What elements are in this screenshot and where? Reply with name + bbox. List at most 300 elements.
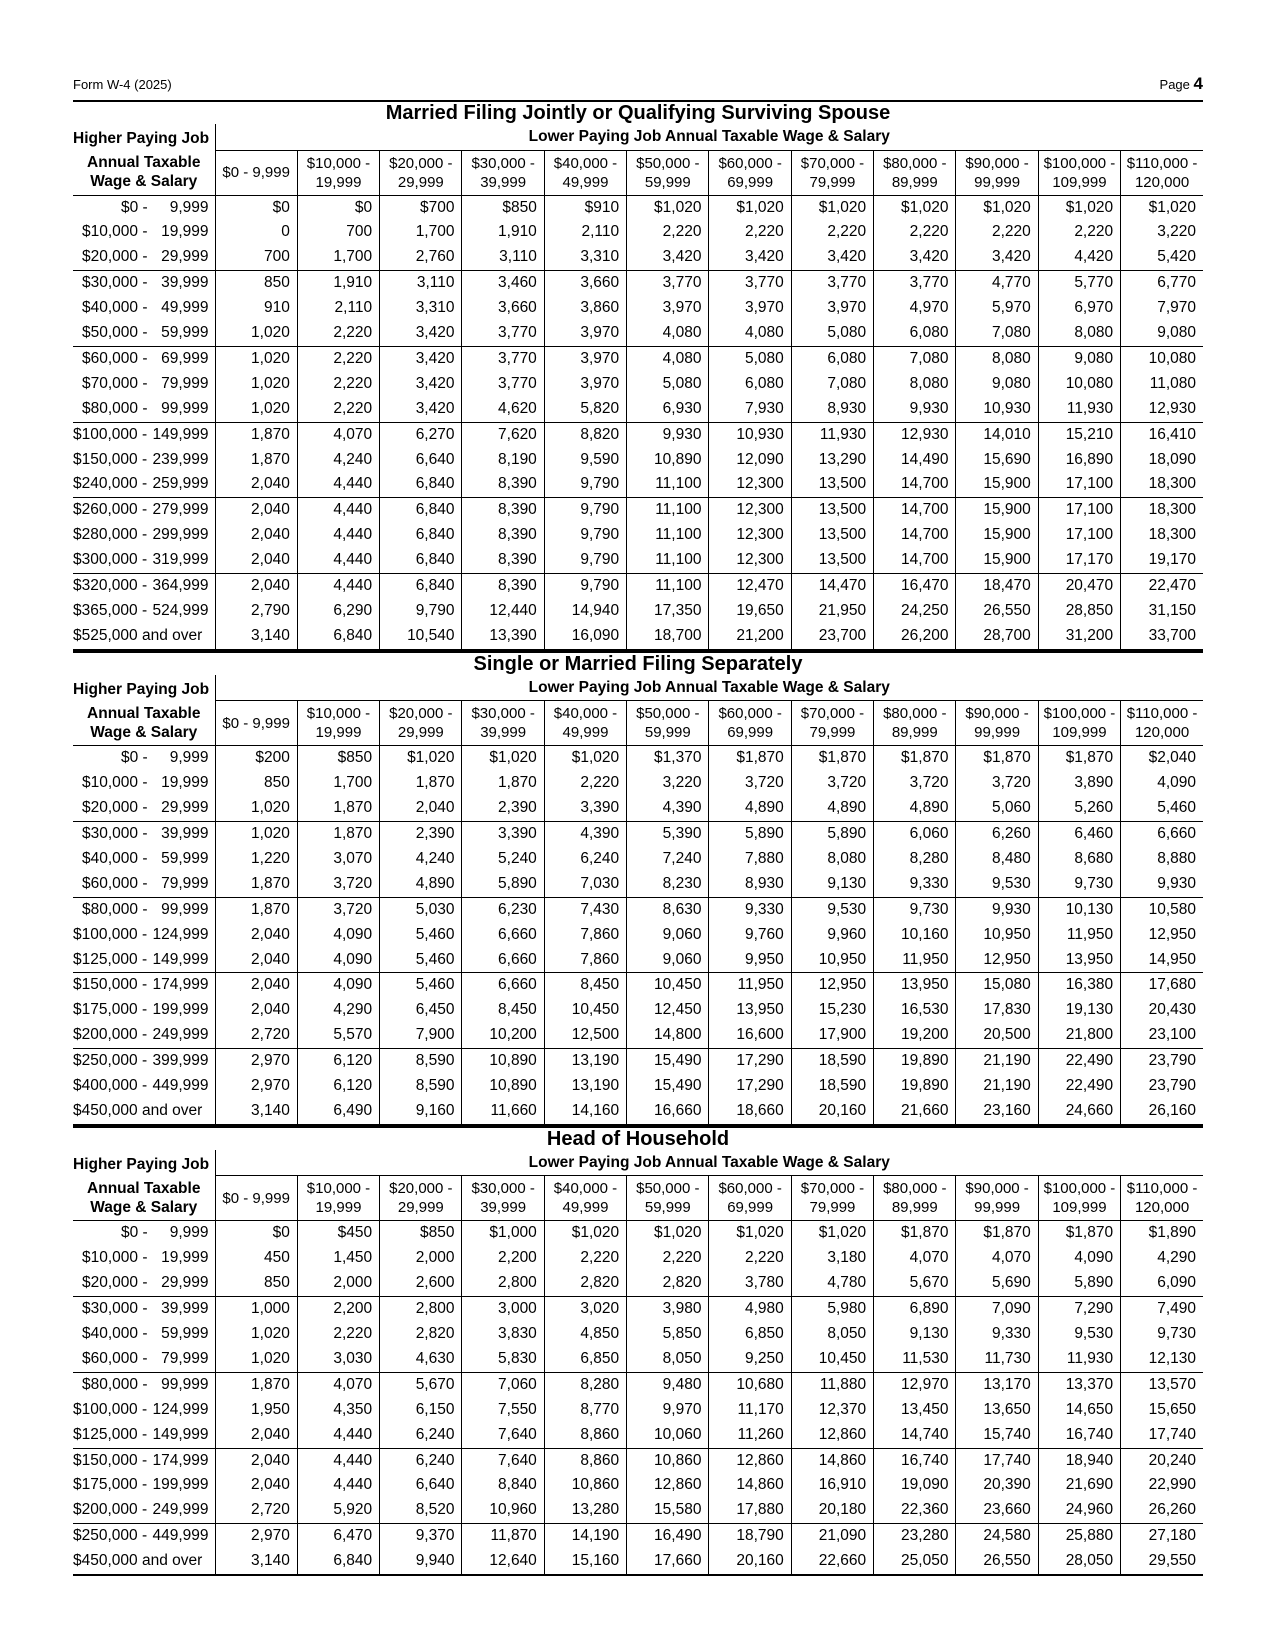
table-cell: 3,220 (1121, 220, 1203, 245)
table-cell: 4,440 (297, 574, 379, 599)
table-cell: 13,650 (956, 1398, 1038, 1423)
table-cell: 6,890 (874, 1297, 956, 1322)
table-cell: 4,290 (1121, 1246, 1203, 1271)
column-header: $80,000 - 89,999 (874, 1176, 956, 1221)
table-row (73, 1347, 1203, 1372)
table-cell: $1,020 (1121, 195, 1203, 220)
table-cell: 6,660 (462, 973, 544, 998)
table-cell: 3,720 (297, 897, 379, 922)
table-cell: 8,390 (462, 498, 544, 523)
row-label (73, 1473, 215, 1498)
row-label-to: 449,999 (152, 1527, 209, 1545)
table-cell: 3,420 (380, 372, 462, 397)
table-cell: 2,820 (627, 1271, 709, 1296)
table-cell: 13,290 (791, 448, 873, 473)
table-cell: 11,950 (709, 973, 791, 998)
table-cell: 21,190 (956, 1049, 1038, 1074)
section-title: Married Filing Jointly or Qualifying Surviving Spouse (385, 102, 891, 124)
row-label-from: $365,000 - (73, 602, 148, 619)
table-cell: 6,450 (380, 998, 462, 1023)
table-cell: 9,730 (874, 897, 956, 922)
table-cell: 15,900 (956, 498, 1038, 523)
table-cell: 3,110 (380, 271, 462, 296)
table-cell: 2,220 (709, 1246, 791, 1271)
table-cell: 10,080 (1121, 346, 1203, 371)
table-cell: 12,090 (709, 448, 791, 473)
table-cell: 12,450 (627, 998, 709, 1023)
table-cell: 8,280 (544, 1372, 626, 1397)
table-cell: 10,930 (709, 422, 791, 447)
table-cell: 2,720 (215, 1023, 297, 1048)
table-cell: 2,040 (215, 1473, 297, 1498)
table-cell: 12,930 (874, 422, 956, 447)
table-cell: 4,070 (874, 1246, 956, 1271)
table-cell: 4,440 (297, 548, 379, 573)
table-cell: 2,220 (297, 1322, 379, 1347)
table-cell: 17,100 (1038, 472, 1120, 497)
table-cell: 15,900 (956, 472, 1038, 497)
section-title: Head of Household (546, 1127, 730, 1150)
column-header: $10,000 - 19,999 (297, 1176, 379, 1221)
table-cell: 4,090 (297, 973, 379, 998)
table-cell: 4,440 (297, 472, 379, 497)
table-cell: 1,020 (215, 397, 297, 422)
lower-paying-job-label: Lower Paying Job Annual Taxable Wage & Salary (215, 675, 1203, 701)
table-cell: 20,390 (956, 1473, 1038, 1498)
table-cell: 12,300 (709, 472, 791, 497)
table-cell: 15,580 (627, 1498, 709, 1523)
row-label-from: $320,000 - (73, 577, 148, 595)
table-cell: 4,070 (956, 1246, 1038, 1271)
table-cell: 9,080 (956, 372, 1038, 397)
table-cell: 23,700 (791, 624, 873, 650)
table-cell: $1,000 (462, 1221, 544, 1246)
table-cell: 14,160 (544, 1099, 626, 1125)
table-cell: 2,040 (215, 923, 297, 948)
row-label-from: $50,000 - (82, 324, 148, 342)
table-cell: 2,790 (215, 599, 297, 624)
table-cell: 11,870 (462, 1524, 544, 1549)
table-cell: 3,310 (544, 245, 626, 270)
table-cell: 13,500 (791, 548, 873, 573)
table-cell: 17,680 (1121, 973, 1203, 998)
table-cell: 4,390 (627, 796, 709, 821)
row-label-to: 199,999 (152, 1001, 209, 1019)
table-cell: 2,220 (791, 220, 873, 245)
table-cell: 3,970 (709, 296, 791, 321)
row-label-from: $100,000 - (73, 1400, 148, 1418)
row-label-to: 174,999 (152, 976, 209, 994)
row-label-to: 259,999 (152, 475, 209, 493)
row-label (73, 1271, 215, 1296)
table-cell: 14,650 (1038, 1398, 1120, 1423)
table-cell: 11,080 (1121, 372, 1203, 397)
table-row (73, 1423, 1203, 1448)
row-label (73, 1524, 215, 1549)
table-cell: 8,230 (627, 872, 709, 897)
table-cell: 14,940 (544, 599, 626, 624)
table-cell: 9,060 (627, 948, 709, 973)
row-label-from: $450,000 and over (73, 1552, 203, 1570)
table-cell: 13,450 (874, 1398, 956, 1423)
table-row (73, 472, 1203, 497)
table-cell: 3,420 (791, 245, 873, 270)
row-label-to: 69,999 (161, 349, 209, 367)
table-cell: 2,040 (215, 1448, 297, 1473)
table-cell: 9,790 (544, 498, 626, 523)
table-cell: 6,120 (297, 1049, 379, 1074)
row-label-from: $250,000 - (73, 1527, 148, 1545)
table-cell: 2,040 (215, 1423, 297, 1448)
table-cell: $1,870 (1038, 1221, 1120, 1246)
column-header: $60,000 - 69,999 (709, 150, 791, 195)
table-cell: 20,160 (791, 1099, 873, 1125)
table-cell: 5,980 (791, 1297, 873, 1322)
row-label-from: $30,000 - (82, 274, 148, 292)
table-cell: 6,660 (462, 923, 544, 948)
column-header: $10,000 - 19,999 (297, 701, 379, 746)
table-cell: 15,900 (956, 523, 1038, 548)
table-cell: $1,020 (380, 746, 462, 771)
table-cell: 8,930 (709, 872, 791, 897)
table-cell: 17,740 (1121, 1423, 1203, 1448)
table-cell: 6,970 (1038, 296, 1120, 321)
table-cell: 2,110 (297, 296, 379, 321)
table-row (73, 1049, 1203, 1074)
table-cell: 3,030 (297, 1347, 379, 1372)
table-cell: 22,490 (1038, 1074, 1120, 1099)
table-cell: 1,020 (215, 346, 297, 371)
row-label-to: 524,999 (152, 602, 209, 619)
row-label-to: 39,999 (161, 825, 209, 843)
table-cell: 10,890 (462, 1049, 544, 1074)
table-cell: 12,500 (544, 1023, 626, 1048)
table-cell: 3,770 (874, 271, 956, 296)
table-cell: 8,840 (462, 1473, 544, 1498)
row-label-to: 279,999 (152, 501, 209, 519)
table-cell: 9,940 (380, 1549, 462, 1575)
table-cell: 12,300 (709, 498, 791, 523)
row-label (73, 599, 215, 624)
row-label-to: 49,999 (161, 299, 209, 317)
table-cell: 1,450 (297, 1246, 379, 1271)
table-cell: 18,590 (791, 1074, 873, 1099)
table-cell: 19,890 (874, 1074, 956, 1099)
table-cell: 6,060 (874, 822, 956, 847)
table-cell: 7,090 (956, 1297, 1038, 1322)
table-row (73, 948, 1203, 973)
higher-paying-job-label: Higher Paying Job (73, 680, 210, 698)
row-label (73, 548, 215, 573)
row-label-to: 399,999 (152, 1052, 209, 1070)
table-cell: $1,020 (709, 195, 791, 220)
table-cell: 26,160 (1121, 1099, 1203, 1125)
table-cell: 19,170 (1121, 548, 1203, 573)
table-cell: 9,530 (1038, 1322, 1120, 1347)
row-label-to: 299,999 (152, 526, 209, 544)
row-label (73, 448, 215, 473)
row-label-from: $100,000 - (73, 925, 148, 943)
table-cell: 11,930 (791, 422, 873, 447)
table-cell: 2,220 (627, 220, 709, 245)
table-cell: $0 (297, 195, 379, 220)
table-cell: 8,880 (1121, 847, 1203, 872)
table-cell: 3,020 (544, 1297, 626, 1322)
row-label (73, 372, 215, 397)
table-cell: 3,890 (1038, 771, 1120, 796)
table-cell: 25,880 (1038, 1524, 1120, 1549)
withholding-table (73, 675, 1203, 1126)
table-cell: 13,280 (544, 1498, 626, 1523)
table-cell: 5,080 (627, 372, 709, 397)
row-label-to: 239,999 (152, 450, 209, 468)
table-cell: 18,590 (791, 1049, 873, 1074)
table-cell: 13,190 (544, 1074, 626, 1099)
table-cell: 22,470 (1121, 574, 1203, 599)
table-cell: 14,490 (874, 448, 956, 473)
table-cell: 8,450 (544, 973, 626, 998)
table-cell: 6,850 (709, 1322, 791, 1347)
table-cell: 9,060 (627, 923, 709, 948)
table-cell: 12,860 (709, 1448, 791, 1473)
column-header: $10,000 - 19,999 (297, 150, 379, 195)
table-cell: 10,080 (1038, 372, 1120, 397)
table-cell: 19,130 (1038, 998, 1120, 1023)
table-cell: 8,480 (956, 847, 1038, 872)
table-cell: 5,420 (1121, 245, 1203, 270)
table-cell: 2,040 (380, 796, 462, 821)
table-cell: 1,870 (215, 897, 297, 922)
table-cell: 1,020 (215, 1347, 297, 1372)
table-cell: 1,870 (215, 872, 297, 897)
table-cell: 7,550 (462, 1398, 544, 1423)
row-label-to: 124,999 (152, 1400, 209, 1418)
table-cell: 11,100 (627, 548, 709, 573)
table-cell: 12,130 (1121, 1347, 1203, 1372)
row-label-from: $60,000 - (82, 874, 148, 892)
table-cell: $1,020 (791, 1221, 873, 1246)
table-cell: 18,470 (956, 574, 1038, 599)
table-cell: 6,460 (1038, 822, 1120, 847)
row-label (73, 422, 215, 447)
table-cell: 7,240 (627, 847, 709, 872)
table-cell: 5,080 (709, 346, 791, 371)
table-cell: 10,160 (874, 923, 956, 948)
table-cell: 10,950 (791, 948, 873, 973)
row-label-to: 59,999 (161, 849, 209, 867)
table-cell: 2,040 (215, 973, 297, 998)
row-label-from: $400,000 - (73, 1077, 148, 1095)
table-cell: 4,080 (627, 321, 709, 346)
table-cell: 8,050 (791, 1322, 873, 1347)
column-header: $0 - 9,999 (215, 150, 297, 195)
table-cell: 21,800 (1038, 1023, 1120, 1048)
table-cell: 9,250 (709, 1347, 791, 1372)
table-cell: 9,790 (544, 548, 626, 573)
table-cell: 3,720 (956, 771, 1038, 796)
table-cell: 23,790 (1121, 1074, 1203, 1099)
table-cell: 1,220 (215, 847, 297, 872)
table-row (73, 998, 1203, 1023)
table-cell: 7,640 (462, 1448, 544, 1473)
row-label-from: $200,000 - (73, 1026, 148, 1044)
table-cell: 6,290 (297, 599, 379, 624)
row-label-from: $80,000 - (82, 900, 148, 918)
table-cell: 5,890 (1038, 1271, 1120, 1296)
row-label-from: $300,000 - (73, 551, 148, 569)
row-label-to: 79,999 (161, 874, 209, 892)
table-cell: 4,350 (297, 1398, 379, 1423)
column-header: $100,000 - 109,999 (1038, 150, 1120, 195)
row-label (73, 1423, 215, 1448)
table-cell: 3,770 (462, 372, 544, 397)
table-cell: 10,680 (709, 1372, 791, 1397)
table-cell: 2,800 (380, 1297, 462, 1322)
row-label-from: $175,000 - (73, 1001, 148, 1019)
table-cell: 8,390 (462, 548, 544, 573)
table-cell: $1,870 (956, 746, 1038, 771)
table-cell: 2,220 (627, 1246, 709, 1271)
table-cell: 11,660 (462, 1099, 544, 1125)
section-title: Single or Married Filing Separately (473, 652, 803, 675)
table-cell: 3,860 (544, 296, 626, 321)
row-label-to: 19,999 (161, 223, 209, 241)
table-cell: 2,200 (462, 1246, 544, 1271)
column-header: $110,000 - 120,000 (1121, 1176, 1203, 1221)
table-cell: 12,950 (791, 973, 873, 998)
table-cell: 9,330 (874, 872, 956, 897)
table-cell: 4,090 (297, 923, 379, 948)
table-cell: 12,300 (709, 523, 791, 548)
table-cell: 8,080 (1038, 321, 1120, 346)
table-cell: 18,660 (709, 1099, 791, 1125)
table-cell: 5,460 (380, 923, 462, 948)
row-label-to: 319,999 (152, 551, 209, 569)
table-cell: $850 (380, 1221, 462, 1246)
table-cell: 850 (215, 271, 297, 296)
table-cell: 3,140 (215, 624, 297, 650)
table-cell: 13,950 (874, 973, 956, 998)
table-cell: 9,960 (791, 923, 873, 948)
table-cell: 11,100 (627, 574, 709, 599)
row-label (73, 624, 215, 650)
table-cell: 4,980 (709, 1297, 791, 1322)
row-label (73, 472, 215, 497)
row-label-from: $20,000 - (82, 1274, 148, 1292)
table-cell: 5,460 (380, 948, 462, 973)
table-cell: 2,390 (462, 796, 544, 821)
table-cell: 7,860 (544, 948, 626, 973)
row-label-to: 99,999 (161, 1375, 209, 1393)
table-cell: 13,950 (1038, 948, 1120, 973)
table-cell: 26,550 (956, 599, 1038, 624)
table-cell: 3,720 (874, 771, 956, 796)
table-cell: 7,080 (874, 346, 956, 371)
table-cell: 2,800 (462, 1271, 544, 1296)
column-header: $0 - 9,999 (215, 701, 297, 746)
table-cell: 7,030 (544, 872, 626, 897)
table-cell: 3,140 (215, 1099, 297, 1125)
table-cell: 4,070 (297, 422, 379, 447)
table-cell: $1,020 (874, 195, 956, 220)
table-cell: 27,180 (1121, 1524, 1203, 1549)
column-header: $70,000 - 79,999 (791, 701, 873, 746)
row-label (73, 574, 215, 599)
table-cell: $1,020 (709, 1221, 791, 1246)
table-cell: 2,200 (297, 1297, 379, 1322)
table-cell: 6,840 (380, 548, 462, 573)
table-cell: 6,840 (297, 624, 379, 650)
table-cell: 3,070 (297, 847, 379, 872)
table-cell: 10,580 (1121, 897, 1203, 922)
table-cell: 4,440 (297, 1473, 379, 1498)
row-label-to: 174,999 (152, 1451, 209, 1469)
table-cell: 10,960 (462, 1498, 544, 1523)
row-label-from: $40,000 - (82, 1325, 148, 1343)
row-label (73, 822, 215, 847)
column-header: $20,000 - 29,999 (380, 701, 462, 746)
table-cell: 4,780 (791, 1271, 873, 1296)
row-label-to: 149,999 (152, 950, 209, 968)
table-cell: 9,790 (544, 523, 626, 548)
table-row (73, 599, 1203, 624)
row-label-from: $280,000 - (73, 526, 148, 544)
row-label (73, 847, 215, 872)
table-cell: 3,970 (544, 372, 626, 397)
row-label-to: 99,999 (161, 399, 209, 417)
table-cell: 15,740 (956, 1423, 1038, 1448)
table-cell: 1,700 (297, 245, 379, 270)
table-cell: 23,160 (956, 1099, 1038, 1125)
table-cell: 9,370 (380, 1524, 462, 1549)
table-cell: 5,460 (380, 973, 462, 998)
table-cell: 3,220 (627, 771, 709, 796)
row-label-to: 149,999 (152, 1425, 209, 1443)
table-cell: 9,080 (1038, 346, 1120, 371)
table-cell: 4,620 (462, 397, 544, 422)
table-cell: 10,930 (956, 397, 1038, 422)
table-cell: 4,420 (1038, 245, 1120, 270)
table-cell: 9,930 (1121, 872, 1203, 897)
table-cell: $700 (380, 195, 462, 220)
row-label-to: 9,999 (169, 1224, 209, 1242)
table-cell: 3,420 (380, 397, 462, 422)
table-cell: 8,390 (462, 523, 544, 548)
table-cell: 7,860 (544, 923, 626, 948)
table-cell: $1,020 (1038, 195, 1120, 220)
table-cell: 9,970 (627, 1398, 709, 1423)
table-cell: 21,660 (874, 1099, 956, 1125)
row-label (73, 1549, 215, 1575)
table-cell: 4,890 (791, 796, 873, 821)
table-cell: 10,450 (627, 973, 709, 998)
column-header: $90,000 - 99,999 (956, 150, 1038, 195)
table-cell: 5,890 (462, 872, 544, 897)
row-label-from: $240,000 - (73, 475, 148, 493)
table-cell: 11,880 (791, 1372, 873, 1397)
table-row (73, 1473, 1203, 1498)
table-cell: 26,260 (1121, 1498, 1203, 1523)
table-cell: $1,020 (544, 746, 626, 771)
table-cell: 4,440 (297, 523, 379, 548)
row-label-to: 29,999 (161, 799, 209, 817)
table-cell: 16,530 (874, 998, 956, 1023)
table-cell: 3,140 (215, 1549, 297, 1575)
table-cell: 18,090 (1121, 448, 1203, 473)
table-cell: 8,820 (544, 422, 626, 447)
table-cell: 16,740 (874, 1448, 956, 1473)
table-cell: 7,880 (709, 847, 791, 872)
